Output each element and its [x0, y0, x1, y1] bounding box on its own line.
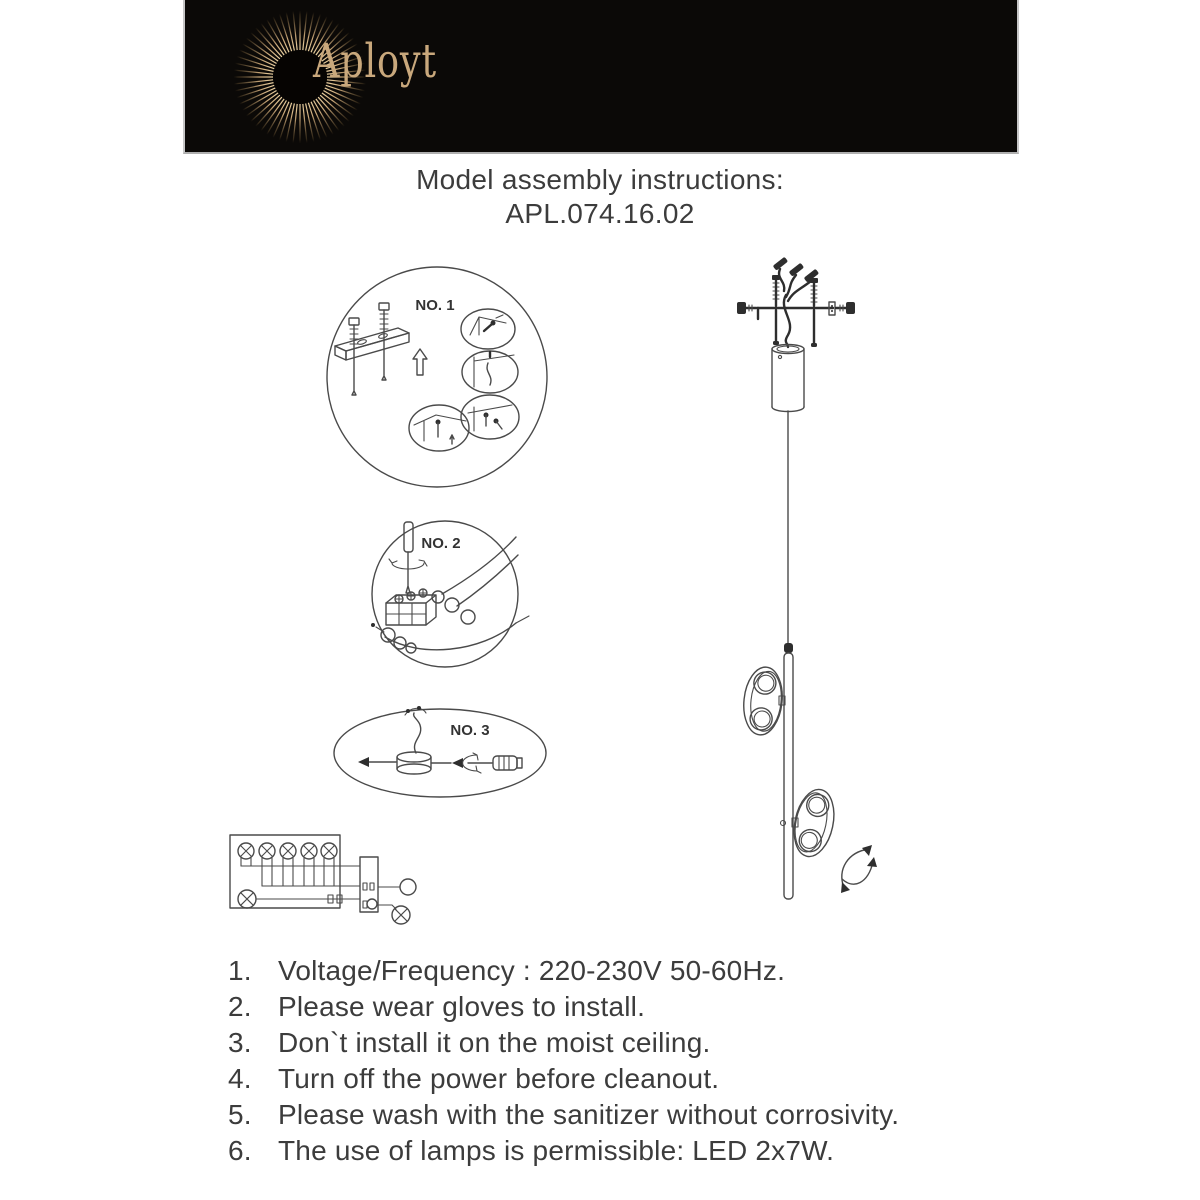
lower-shade [788, 786, 839, 860]
item-text: Please wear gloves to install. [278, 991, 646, 1022]
diagram-no1-label: NO. 1 [415, 297, 455, 314]
item-text: Please wash with the sanitizer without corrosivity. [278, 1099, 900, 1130]
item-number: 4. [228, 1063, 252, 1094]
detail-bubble-1 [461, 309, 515, 349]
left-arrow-icon [358, 757, 396, 767]
item-number: 5. [228, 1099, 252, 1130]
diagram-no3 [334, 706, 546, 797]
model-number: APL.074.16.02 [505, 198, 695, 229]
mounting-bar [757, 302, 835, 319]
threaded-rod-icon [810, 278, 818, 347]
switch-symbol [400, 879, 416, 895]
item-text: The use of lamps is permissible: LED 2x7W. [278, 1135, 835, 1166]
terminal-block [386, 589, 436, 625]
item-text: Turn off the power before cleanout. [278, 1063, 720, 1094]
instruction-item [228, 989, 899, 1025]
screwdriver-icon [389, 522, 427, 593]
lamp-symbol [301, 843, 317, 886]
ceiling-canopy [397, 706, 431, 774]
diagram-no3-label: NO. 3 [450, 722, 490, 739]
item-number: 2. [228, 991, 252, 1022]
threaded-rod-icon [772, 275, 780, 345]
item-number: 1. [228, 955, 252, 986]
instruction-item [228, 1097, 899, 1133]
diagram-no2 [371, 521, 529, 667]
lamp-symbol [392, 906, 410, 924]
item-text: Don`t install it on the moist ceiling. [278, 1027, 711, 1058]
banner-decoration [185, 0, 1017, 152]
lamp-symbol [259, 843, 275, 886]
title-block [0, 163, 1200, 231]
brand-name: Aployt [313, 34, 437, 89]
instruction-item [228, 1025, 899, 1061]
instruction-item [228, 953, 899, 989]
rotation-arrow-icon [841, 845, 877, 893]
lamp-symbol [321, 843, 337, 886]
side-bolt-icon [836, 302, 855, 314]
lamp-symbol [238, 890, 256, 908]
instruction-item [228, 1133, 899, 1169]
mounting-bracket [335, 328, 409, 360]
pendant-lamp-drawing [737, 257, 877, 899]
item-number: 6. [228, 1135, 252, 1166]
diagram-no1 [327, 267, 547, 487]
brand-header [183, 0, 1019, 154]
assembly-diagrams [180, 245, 920, 945]
diagram-no2-label: NO. 2 [421, 535, 461, 552]
side-bolt-icon [737, 302, 756, 314]
cord [784, 295, 790, 347]
instruction-item [228, 1061, 899, 1097]
detail-bubble-3 [461, 395, 519, 439]
up-arrow-icon [413, 349, 427, 375]
detail-bubble-2 [462, 351, 518, 393]
right-arrow-icon [431, 758, 463, 768]
shade-pivot [781, 821, 786, 826]
screwdriver-icon [463, 753, 522, 773]
item-text: Voltage/Frequency : 220-230V 50-60Hz. [278, 955, 786, 986]
wiring-diagram [230, 835, 416, 924]
lamp-symbol [238, 843, 254, 866]
instruction-list [228, 953, 899, 1169]
page-title: Model assembly instructions: [416, 164, 784, 195]
driver-box [360, 857, 378, 912]
item-number: 3. [228, 1027, 252, 1058]
canopy [772, 345, 804, 412]
lamp-symbol [280, 843, 296, 886]
detail-bubble-4 [409, 405, 469, 451]
lamp-tube [784, 643, 793, 899]
